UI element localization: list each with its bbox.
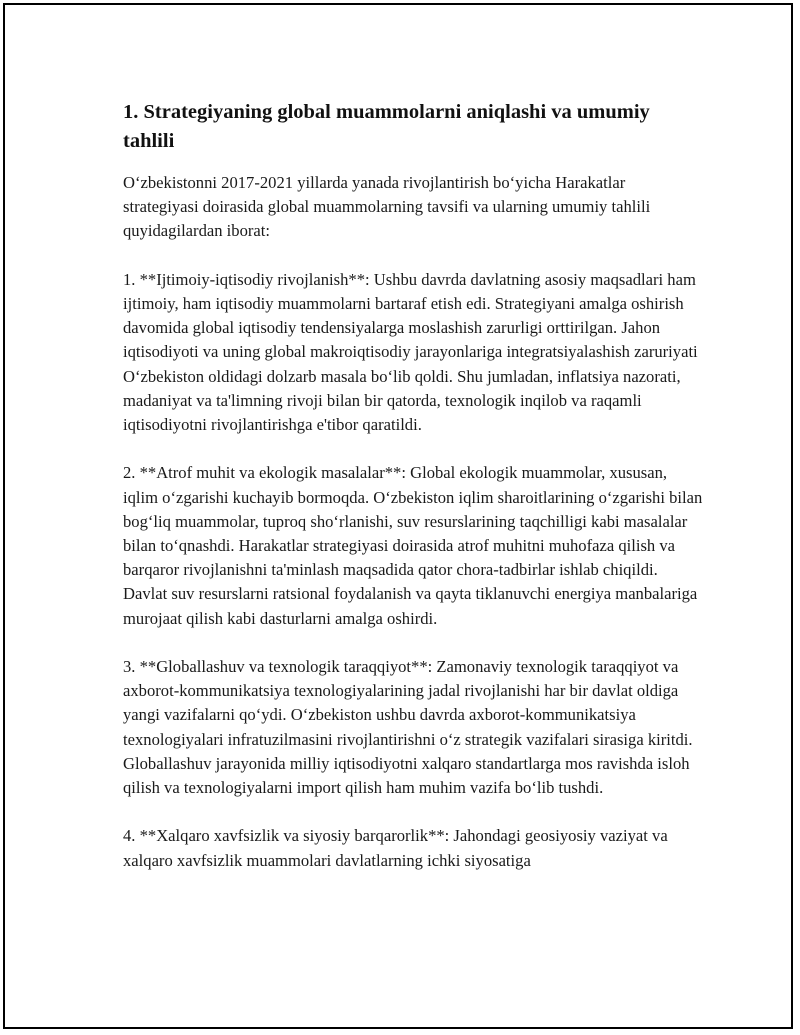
paragraph-globalization: 3. **Globallashuv va texnologik taraqqiyot**: Zamonaviy texnologik taraqqiyot va axborot-kommunikatsiya texnologiyalarining jadal rivojlanishi har bir davlat oldiga yangi vazifalarni qo‘ydi. O‘zbekiston ushbu davrda axborot-kommunikatsiya texnologiyalari infratuzilmasini rivojlantirishni o‘z strategik vazifalari sirasiga kiritdi. Globallashuv jarayonida milliy iqtisodiyotni xalqaro standartlarga mos ravishda isloh qilish va texnologiyalarni import qilish ham muhim vazifa bo‘lib tushdi. xyxy=(123,657,693,798)
paragraph-socio-economic: 1. **Ijtimoiy-iqtisodiy rivojlanish**: Ushbu davrda davlatning asosiy maqsadlari ham ijtimoiy, ham iqtisodiy muammolarni bartaraf etish edi. Strategiyani amalga oshirish davomida global iqtisodiy tendensiyalarga moslashish zarurligi orttirilgan. Jahon iqtisodiyoti va uning global makroiqtisodiy jarayonlariga integratsiyalashish zaruriyati O‘zbekiston oldidagi dolzarb masala bo‘lib qoldi. Shu jumladan, inflatsiya nazorati, madaniyat va ta'limning rivoji bilan bir qatorda, texnologik inqilob va raqamli iqtisodiyotni rivojlantirishga e'tibor qaratildi. xyxy=(123,269,698,435)
paragraph-security: 4. **Xalqaro xavfsizlik va siyosiy barqarorlik**: Jahondagi geosiyosiy vaziyat va xalqaro xavfsizlik muammolari davlatlarning ichki siyosatiga xyxy=(123,826,668,870)
document-body xyxy=(123,98,703,873)
document-title: 1. Strategiyaning global muammolarni aniqlashi va umumiy tahlili xyxy=(123,101,650,152)
intro-paragraph: O‘zbekistonni 2017-2021 yillarda yanada rivojlantirish bo‘yicha Harakatlar strategiyasi doirasida global muammolarning tavsifi va ularning umumiy tahlili quyidagilardan iborat: xyxy=(123,173,651,241)
paragraph-environment: 2. **Atrof muhit va ekologik masalalar**: Global ekologik muammolar, xususan, iqlim o‘zgarishi kuchayib bormoqda. O‘zbekiston iqlim sharoitlarining o‘zgarishi bilan bog‘liq muammolar, tuproq sho‘rlanishi, suv resurslarining taqchilligi kabi masalalar bilan to‘qnashdi. Harakatlar strategiyasi doirasida atrof muhitni muhofaza qilish va barqaror rivojlanishni ta'minlash maqsadida qator chora-tadbirlar ishlab chiqildi. Davlat suv resurslarni ratsional foydalanish va qayta tiklanuvchi energiya manbalariga murojaat qilish kabi dasturlarni amalga oshirdi. xyxy=(123,463,703,628)
document-page xyxy=(3,3,793,1029)
